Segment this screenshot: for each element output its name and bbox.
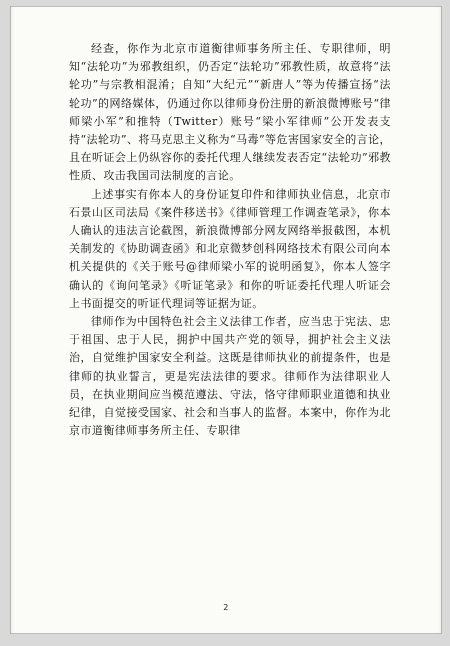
paragraph-legal-duties: 律师作为中国特色社会主义法律工作者，应当忠于宪法、忠于祖国、忠于人民，拥护中国共产党的领导，拥护社会主义法治，自觉维护国家安全利益。这既是律师执业的前提条件，也是律师的执业誓言，更是宪法法律的要求。律师作为法律职业人员，在执业期间应当模范遵法、守法，恪守律师职业道德和执业纪律，自觉接受国家、社会和当事人的监督。本案中，你作为北京市道衡律师事务所主任、专职律 — [69, 315, 391, 438]
document-body — [69, 40, 391, 440]
page-left-edge — [10, 6, 14, 634]
document-page — [10, 6, 442, 634]
page-number: 2 — [223, 603, 229, 612]
paragraph-findings: 经查，你作为北京市道衡律师事务所主任、专职律师，明知“法轮功”为邪教组织，仍否定“法轮功”邪教性质，故意将“法轮功”与宗教相混淆；自知“大纪元”“新唐人”等为传播宣扬“法轮功”的网络媒体，仍通过你以律师身份注册的新浪微博账号“律师梁小军”和推特（Twitter）账号“梁小军律师”公开发表支持“法轮功”、将马克思主义称为“马毒”等危害国家安全的言论，且在听证会上仍纵容你的委托代理人继续发表否定“法轮功”邪教性质、攻击我国司法制度的言论。 — [69, 42, 391, 183]
paragraph-evidence: 上述事实有你本人的身份证复印件和律师执业信息，北京市石景山区司法局《案件移送书》《律师管理工作调查笔录》，你本人确认的违法言论截图，新浪微博部分网友网络举报截图，本机关制发的《协助调查函》和北京微梦创科网络技术有限公司向本机关提供的《关于账号@律师梁小军的说明函复》，你本人签字确认的《询问笔录》《听证笔录》和你的听证委托代理人听证会上书面提交的听证代理词等证据为证。 — [69, 187, 391, 310]
page-right-edge — [438, 6, 442, 634]
